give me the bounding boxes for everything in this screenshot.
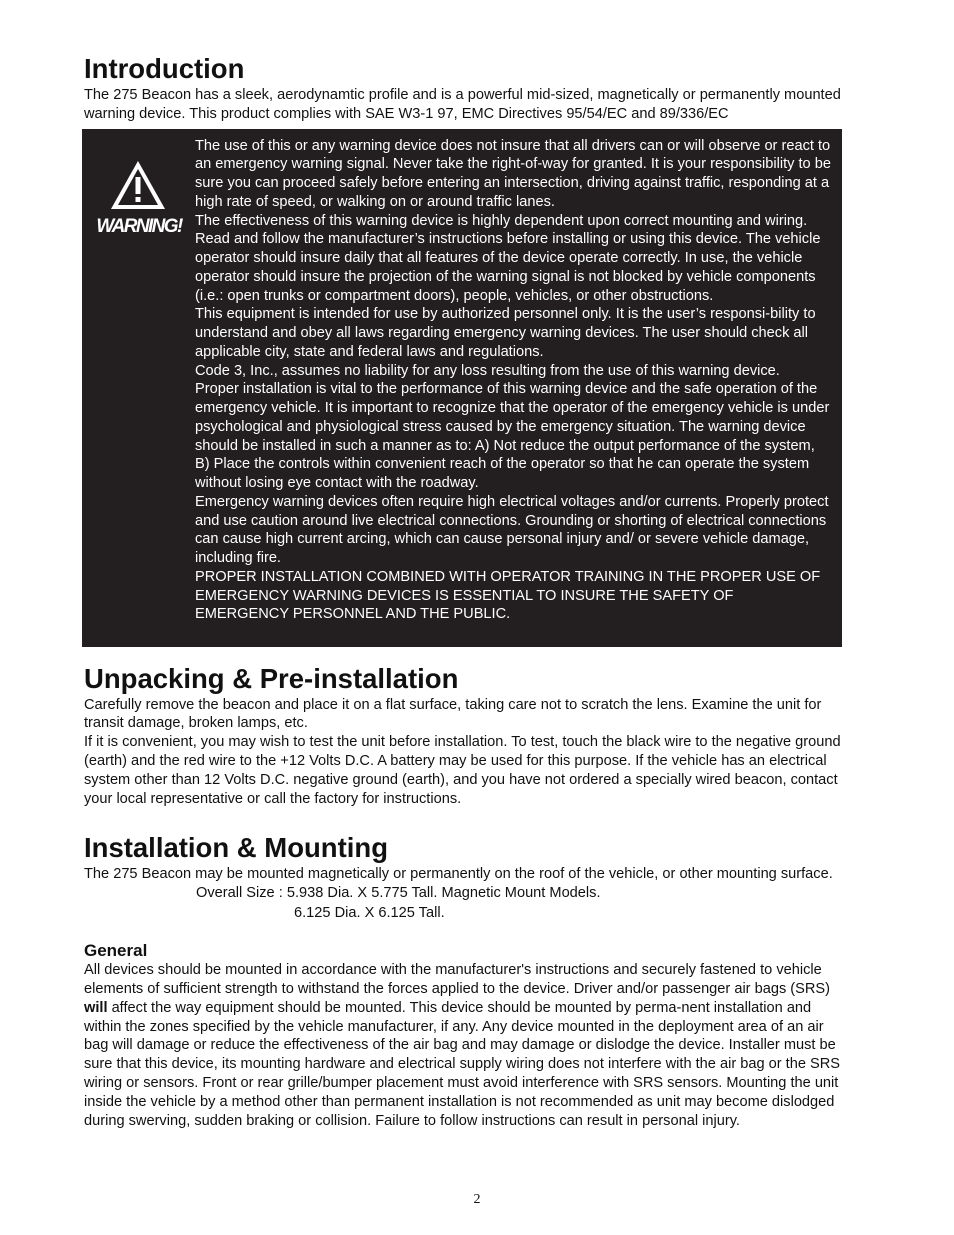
- general-section: [84, 940, 842, 1130]
- warning-paragraph: The use of this or any warning device does not insure that all drivers can or will observe or react to an emergency warning signal. Never take the right-of-way for granted. It is your responsibility to be sure you can proceed safely before entering an intersection, driving against traffic, responding at a high rate of speed, or walking on or around traffic lanes.: [195, 137, 831, 210]
- unpacking-paragraph: Carefully remove the beacon and place it on a flat surface, taking care not to scratch the lens. Examine the unit for transit damage, broken lamps, etc.: [84, 696, 822, 732]
- unpacking-heading: Unpacking & Pre-installation: [84, 662, 459, 694]
- page-number: 2: [473, 1192, 481, 1207]
- introduction-heading: Introduction: [84, 53, 245, 84]
- general-heading: General: [84, 941, 148, 961]
- warning-paragraph: Emergency warning devices often require high electrical voltages and/or currents. Properly protect and use caution around live electrical connections. Grounding or shorting of electrical connections can cause high current arcing, which can cause personal injury and/ or severe vehicle damage, including fire.: [195, 493, 829, 567]
- installation-section: [84, 831, 842, 923]
- page-content: [84, 52, 842, 1130]
- general-bold-word: will: [84, 999, 108, 1016]
- unpacking-section: [84, 662, 842, 809]
- warning-paragraph: PROPER INSTALLATION COMBINED WITH OPERATOR TRAINING IN THE PROPER USE OF EMERGENCY WARNING DEVICES IS ESSENTIAL TO INSURE THE SAFETY OF EMERGENCY PERSONNEL AND THE PUBLIC.: [195, 568, 821, 623]
- warning-paragraph: Code 3, Inc., assumes no liability for any loss resulting from the use of this warning device.: [195, 362, 780, 379]
- general-body: [84, 961, 842, 1130]
- warning-text: [195, 137, 831, 625]
- unpacking-paragraph: If it is convenient, you may wish to test the unit before installation. To test, touch the black wire to the negative ground (earth) and the red wire to the +12 Volts D.C. A battery may be used for this purpose. If the vehicle has an electrical system other than 12 Volts D.C. negative ground (earth), and you have not ordered a specially wired beacon, contact your local representative or call the factory for instructions.: [84, 734, 841, 807]
- warning-paragraph: Proper installation is vital to the performance of this warning device and the safe operation of the emergency vehicle. It is important to recognize that the operator of the emergency vehicle is under psychological and physiological stress caused by the emergency situation. The warning device should be installed in such a manner as to: A) Not reduce the output performance of the system, B) Place the controls within convenient reach of the operator so that he can operate the system without losing eye contact with the roadway.: [195, 381, 830, 492]
- installation-body: The 275 Beacon may be mounted magnetically or permanently on the roof of the vehicle, or other mounting surface.: [84, 866, 833, 883]
- general-text-part: All devices should be mounted in accordance with the manufacturer's instructions and securely fastened to vehicle elements of sufficient strength to withstand the forces applied to the device. Driver and/or passenger air bags (SRS): [84, 962, 831, 997]
- warning-symbol: [92, 159, 182, 239]
- warning-paragraph: The effectiveness of this warning device is highly dependent upon correct mounting and wiring. Read and follow the manufacturer’s instructions before installing or using this device. The vehicle operator should insure daily that all features of the device operate correctly. In use, the vehicle operator should insure the projection of the warning signal is not blocked by vehicle components (i.e.: open trunks or compartment doors), people, vehicles, or other obstructions.: [195, 212, 821, 304]
- installation-heading: Installation & Mounting: [84, 832, 388, 864]
- warning-label: WARNING!: [96, 215, 182, 237]
- warning-triangle-icon: [109, 159, 167, 211]
- overall-size-line-2: 6.125 Dia. X 6.125 Tall.: [294, 904, 445, 921]
- general-text-part: affect the way equipment should be mounted. This device should be mounted by perma-nent installation and within the zones specified by the vehicle manufacturer, if any. Any device mounted in the deployment area of an air bag will damage or reduce the effectiveness of the air bag and may damage or dislodge the device. Installer must be sure that this device, its mounting hardware and electrical supply wiring does not interfere with the air bag or the SRS wiring or sensors. Front or rear grille/bumper placement must avoid interference with SRS sensors. Mounting the unit inside the vehicle by a method other than permanent installation is not recommended as unit may become dislodged during swerving, sudden braking or collision. Failure to follow instructions can result in personal injury.: [84, 999, 841, 1129]
- introduction-body: The 275 Beacon has a sleek, aerodynamtic profile and is a powerful mid-sized, magnetically or permanently mounted warning device. This product complies with SAE W3-1 97, EMC Directives 95/54/EC and 89/336/EC: [84, 87, 841, 122]
- warning-paragraph: This equipment is intended for use by authorized personnel only. It is the user’s responsi-bility to understand and obey all laws regarding emergency warning devices. The user should check all applicable city, state and federal laws and regulations.: [195, 306, 816, 360]
- overall-size-line: Overall Size : 5.938 Dia. X 5.775 Tall. Magnetic Mount Models.: [196, 885, 601, 902]
- warning-box: [82, 129, 842, 647]
